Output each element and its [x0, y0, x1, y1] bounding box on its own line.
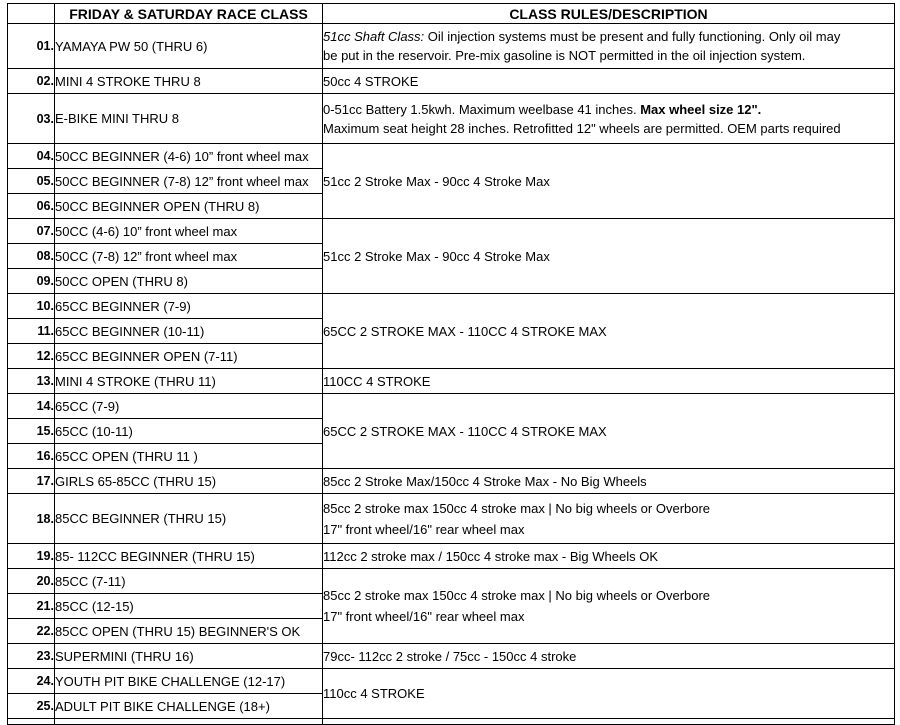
class-name: GIRLS 65-85CC (THRU 15) [55, 469, 323, 494]
class-name: YAMAYA PW 50 (THRU 6) [55, 24, 323, 69]
class-number: 01. [8, 24, 55, 69]
class-number: 17. [8, 469, 55, 494]
description-column-header: CLASS RULES/DESCRIPTION [323, 4, 895, 24]
class-number: 13. [8, 369, 55, 394]
description-italic: 51cc Shaft Class: [323, 29, 425, 44]
class-description [323, 94, 895, 144]
class-name: 50CC BEGINNER OPEN (THRU 8) [55, 194, 323, 219]
class-number: 08. [8, 244, 55, 269]
class-description: 112cc 2 stroke max / 150cc 4 stroke max - Big Wheels OK [323, 544, 895, 569]
class-name: 85CC (7-11) [55, 569, 323, 594]
class-number: 16. [8, 444, 55, 469]
cutoff-cell [55, 719, 323, 725]
table-row-cutoff [8, 719, 895, 725]
number-column-header [8, 4, 55, 24]
class-number: 14. [8, 394, 55, 419]
class-name: 65CC (10-11) [55, 419, 323, 444]
class-number: 25. [8, 694, 55, 719]
class-number: 18. [8, 494, 55, 544]
class-number: 20. [8, 569, 55, 594]
class-description: 85cc 2 Stroke Max/150cc 4 Stroke Max - No Big Wheels [323, 469, 895, 494]
description-text: 17" front wheel/16" rear wheel max [323, 521, 525, 537]
class-name: 50CC OPEN (THRU 8) [55, 269, 323, 294]
description-text: Maximum seat height 28 inches. Retrofitted 12" wheels are permitted. OEM parts required [323, 120, 841, 136]
class-description: 65CC 2 STROKE MAX - 110CC 4 STROKE MAX [323, 394, 895, 469]
table-row [8, 394, 895, 419]
class-number: 21. [8, 594, 55, 619]
class-name: 50CC (7-8) 12” front wheel max [55, 244, 323, 269]
table-row [8, 69, 895, 94]
class-column-header: FRIDAY & SATURDAY RACE CLASS [55, 4, 323, 24]
table-row [8, 669, 895, 694]
class-number: 12. [8, 344, 55, 369]
class-name: E-BIKE MINI THRU 8 [55, 94, 323, 144]
class-description [323, 494, 895, 544]
class-number: 06. [8, 194, 55, 219]
class-name: 65CC BEGINNER (10-11) [55, 319, 323, 344]
table-row [8, 294, 895, 319]
class-name: 50CC BEGINNER (7-8) 12” front wheel max [55, 169, 323, 194]
header-row [8, 4, 895, 24]
description-text: 0-51cc Battery 1.5kwh. Maximum weelbase 41 inches. [323, 101, 641, 117]
class-number: 02. [8, 69, 55, 94]
table-row [8, 144, 895, 169]
class-number: 09. [8, 269, 55, 294]
class-name: 65CC BEGINNER OPEN (7-11) [55, 344, 323, 369]
class-name: SUPERMINI (THRU 16) [55, 644, 323, 669]
table-row [8, 544, 895, 569]
class-number: 24. [8, 669, 55, 694]
class-name: YOUTH PIT BIKE CHALLENGE (12-17) [55, 669, 323, 694]
class-name: 50CC (4-6) 10” front wheel max [55, 219, 323, 244]
class-description: 110cc 4 STROKE [323, 669, 895, 719]
description-text: Oil injection systems must be present and fully functioning. Only oil may [424, 29, 841, 44]
class-name: 85- 112CC BEGINNER (THRU 15) [55, 544, 323, 569]
class-number: 04. [8, 144, 55, 169]
class-description: 79cc- 112cc 2 stroke / 75cc - 150cc 4 stroke [323, 644, 895, 669]
description-text: 17" front wheel/16" rear wheel max [323, 609, 525, 624]
class-description: 65CC 2 STROKE MAX - 110CC 4 STROKE MAX [323, 294, 895, 369]
class-name: ADULT PIT BIKE CHALLENGE (18+) [55, 694, 323, 719]
class-description: 51cc 2 Stroke Max - 90cc 4 Stroke Max [323, 219, 895, 294]
description-text: 85cc 2 stroke max 150cc 4 stroke max | No big wheels or Overbore [323, 500, 711, 516]
class-description: 50cc 4 STROKE [323, 69, 895, 94]
table-row [8, 24, 895, 69]
class-name: 65CC (7-9) [55, 394, 323, 419]
race-class-table [7, 3, 895, 725]
table-row [8, 94, 895, 144]
class-name: 65CC BEGINNER (7-9) [55, 294, 323, 319]
class-name: 85CC BEGINNER (THRU 15) [55, 494, 323, 544]
class-name: 65CC OPEN (THRU 11 ) [55, 444, 323, 469]
cutoff-cell [8, 719, 55, 725]
class-number: 19. [8, 544, 55, 569]
class-name: 85CC OPEN (THRU 15) BEGINNER'S OK [55, 619, 323, 644]
class-name: MINI 4 STROKE (THRU 11) [55, 369, 323, 394]
class-description [323, 569, 895, 644]
class-name: MINI 4 STROKE THRU 8 [55, 69, 323, 94]
class-number: 07. [8, 219, 55, 244]
class-number: 10. [8, 294, 55, 319]
class-description [323, 24, 895, 69]
table-row [8, 219, 895, 244]
table-row [8, 369, 895, 394]
table-row [8, 644, 895, 669]
class-number: 23. [8, 644, 55, 669]
table-row [8, 569, 895, 594]
description-text: be put in the reservoir. Pre-mix gasoline is NOT permitted in the oil injection system. [323, 48, 806, 63]
class-name: 85CC (12-15) [55, 594, 323, 619]
description-text: 85cc 2 stroke max 150cc 4 stroke max | No big wheels or Overbore [323, 588, 711, 603]
class-description: 110CC 4 STROKE [323, 369, 895, 394]
cutoff-cell [323, 719, 895, 725]
table-row [8, 469, 895, 494]
class-number: 11. [8, 319, 55, 344]
class-name: 50CC BEGINNER (4-6) 10” front wheel max [55, 144, 323, 169]
table-row [8, 494, 895, 544]
class-number: 03. [8, 94, 55, 144]
class-description: 51cc 2 Stroke Max - 90cc 4 Stroke Max [323, 144, 895, 219]
class-number: 22. [8, 619, 55, 644]
description-bold: Max wheel size 12". [640, 101, 762, 117]
class-number: 15. [8, 419, 55, 444]
class-number: 05. [8, 169, 55, 194]
